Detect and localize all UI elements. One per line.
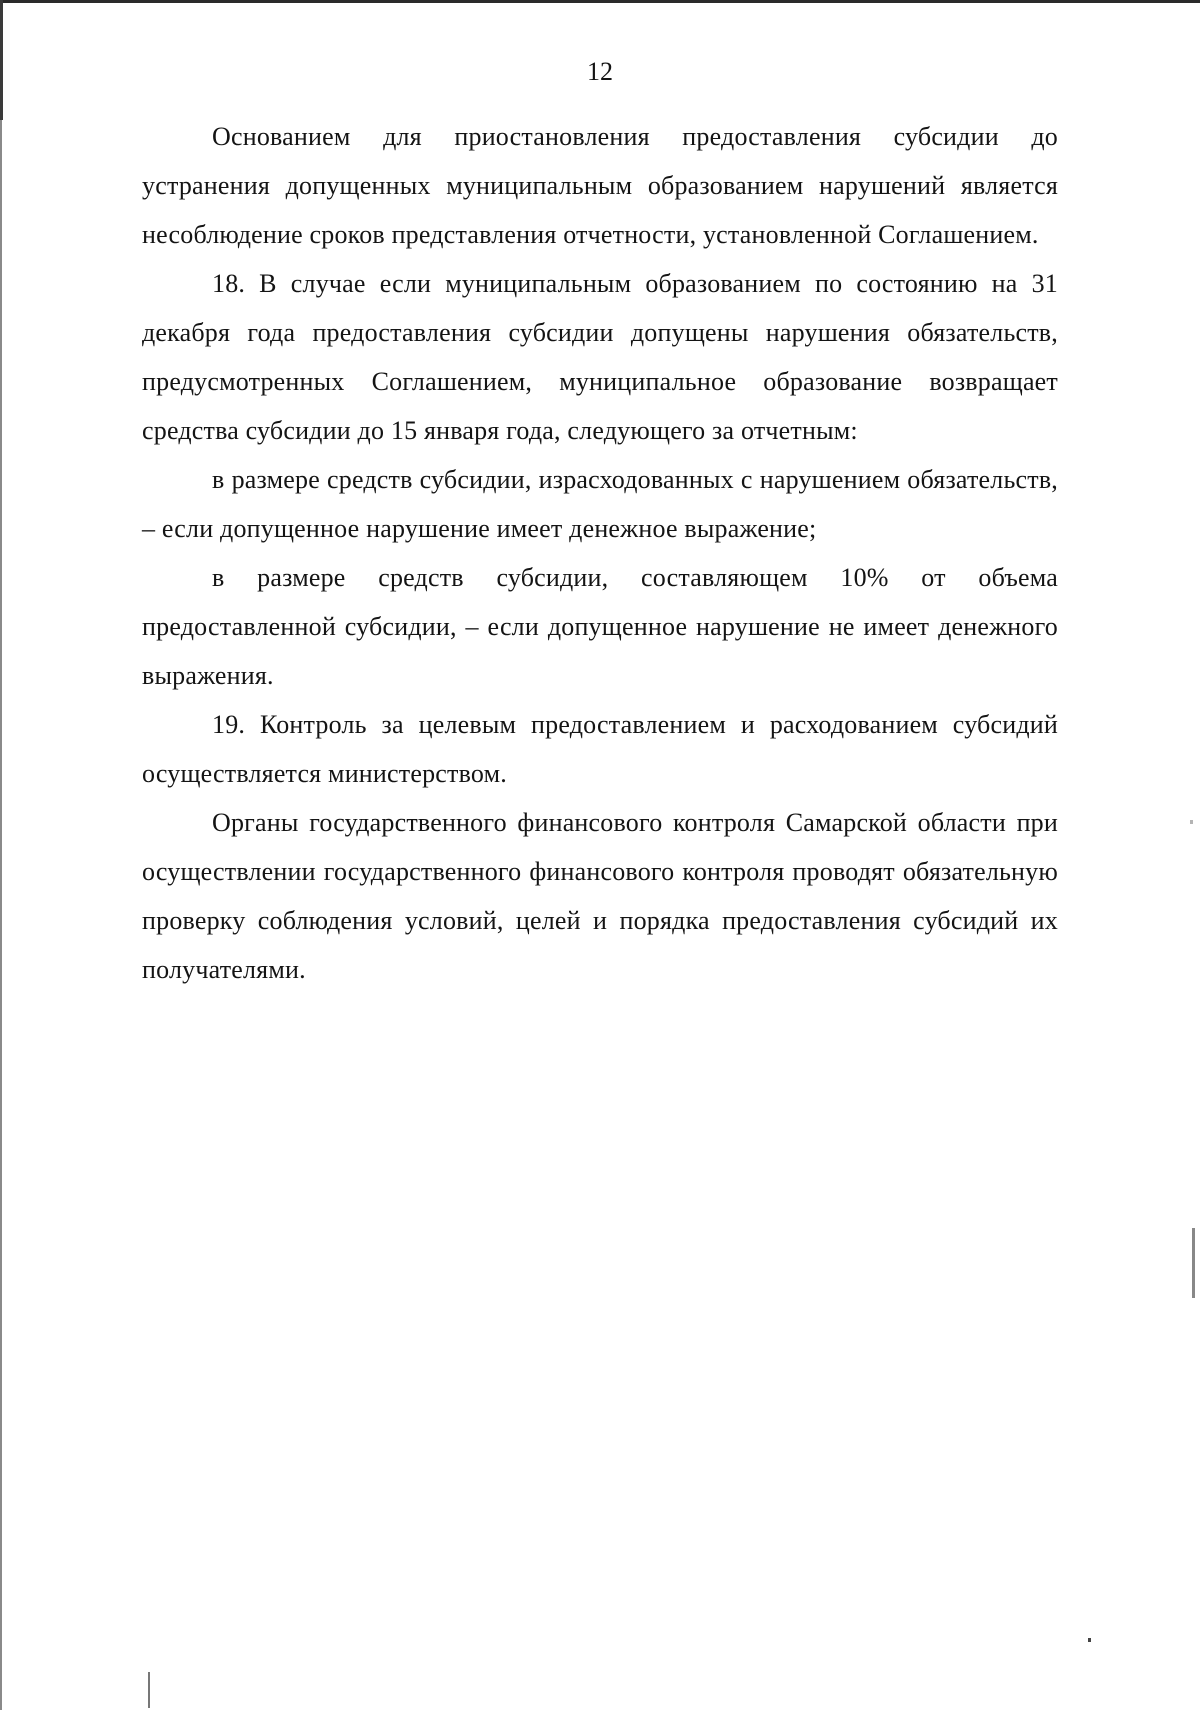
paragraph-financial-control: Органы государственного финансового контроля Самарской области при осуществлении государственного финансового контроля проводят обязательную проверку соблюдения условий, целей и порядка предоставления субсидий их получателями. <box>142 808 1058 984</box>
scan-artifact-right <box>1192 1228 1195 1298</box>
paragraph-monetary-violation: в размере средств субсидии, израсходованных с нарушением обязательств, – если допущенное нарушение имеет денежное выражение; <box>142 465 1058 543</box>
paragraph-clause-18: 18. В случае если муниципальным образованием по состоянию на 31 декабря года предоставления субсидии допущены нарушения обязательств, предусмотренных Соглашением, муниципальное образование возвращает средства субсидии до 15 января года, следующего за отчетным: <box>142 269 1058 445</box>
paragraph-non-monetary-violation: в размере средств субсидии, составляющем 10% от объема предоставленной субсидии, – если допущенное нарушение не имеет денежного выражения. <box>142 563 1058 690</box>
scan-border-top <box>0 0 1200 3</box>
document-body <box>142 112 1058 994</box>
paragraph-suspension-grounds: Основанием для приостановления предоставления субсидии до устранения допущенных муниципальным образованием нарушений является несоблюдение сроков представления отчетности, установленной Соглашением. <box>142 122 1058 249</box>
scan-border-left-faint <box>0 120 2 1710</box>
scan-speck <box>1190 820 1193 824</box>
scan-speck <box>1088 1638 1091 1642</box>
page-number: 12 <box>587 57 613 86</box>
scan-artifact-bottom <box>148 1672 150 1708</box>
paragraph-clause-19: 19. Контроль за целевым предоставлением и расходованием субсидий осуществляется министерством. <box>142 710 1058 788</box>
